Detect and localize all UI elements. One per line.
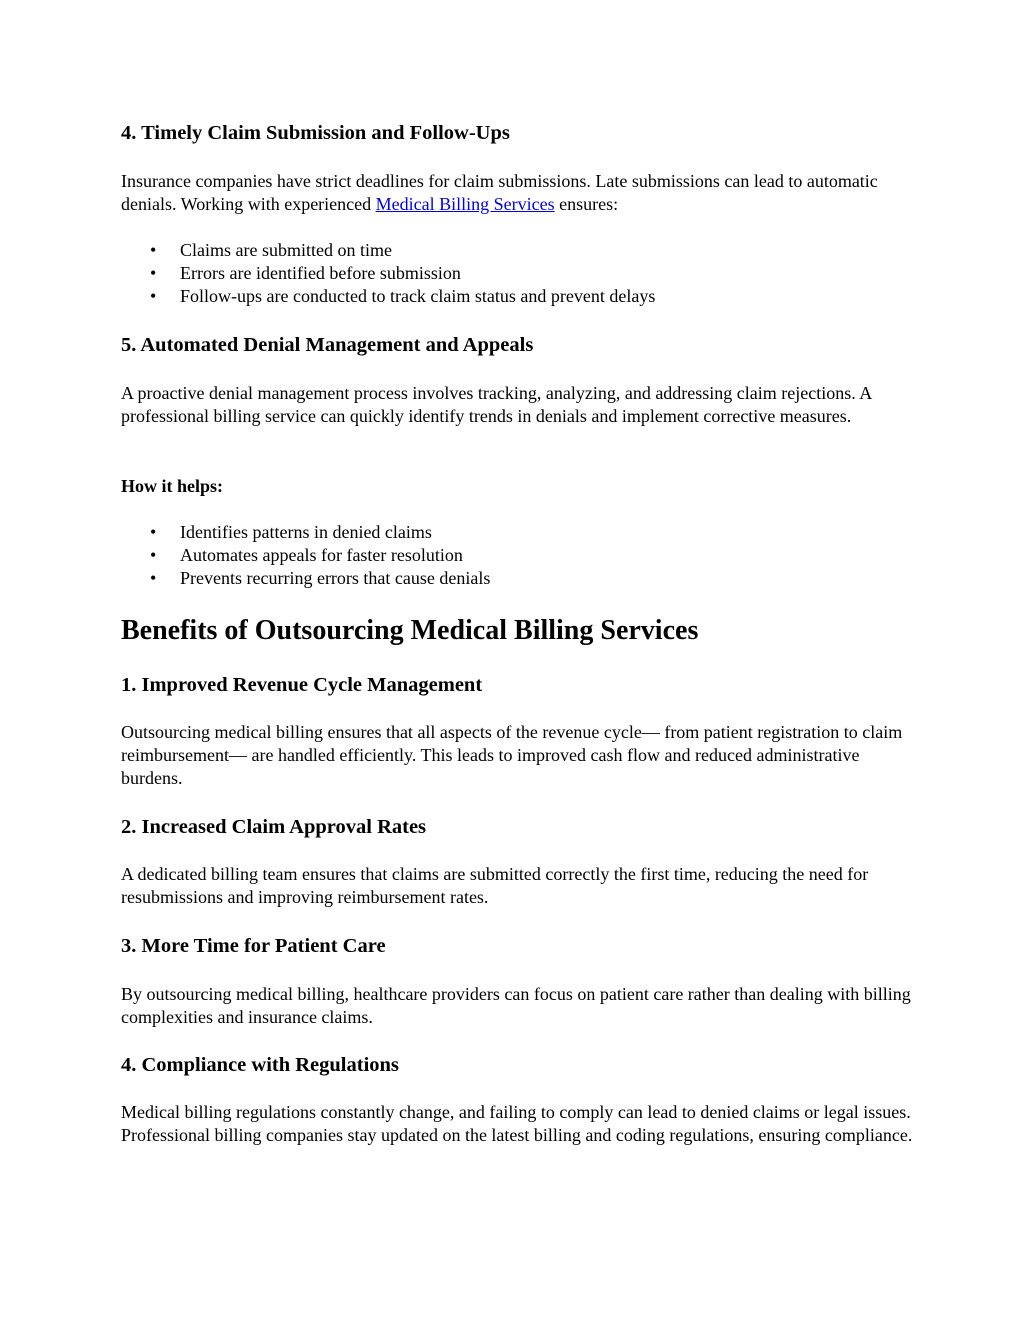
main-heading-benefits: Benefits of Outsourcing Medical Billing Services: [121, 615, 699, 646]
list-item: • Identifies patterns in denied claims: [121, 521, 921, 544]
list-item: • Automates appeals for faster resolution: [121, 544, 921, 567]
section-heading-timely-claim-submission: 4. Timely Claim Submission and Follow-Ups: [121, 122, 510, 144]
list-item: • Errors are identified before submission: [121, 262, 921, 285]
how-it-helps-label: How it helps:: [121, 476, 224, 496]
paragraph-text-after-link: ensures:: [554, 194, 619, 214]
benefit-paragraph-revenue-cycle: Outsourcing medical billing ensures that all aspects of the revenue cycle— from patient registration to claim reimbursement— are handled efficiently. This leads to improved cash flow and reduced administrative burdens.: [121, 722, 903, 788]
denial-management-list: [121, 521, 921, 590]
benefit-heading-patient-care: 3. More Time for Patient Care: [121, 935, 386, 957]
benefit-heading-compliance: 4. Compliance with Regulations: [121, 1054, 399, 1076]
benefit-paragraph-patient-care: By outsourcing medical billing, healthcare providers can focus on patient care rather than dealing with billing complexities and insurance claims.: [121, 984, 911, 1027]
denial-management-paragraph: A proactive denial management process involves tracking, analyzing, and addressing claim rejections. A professional billing service can quickly identify trends in denials and implement corrective measures.: [121, 383, 872, 426]
list-item: • Follow-ups are conducted to track claim status and prevent delays: [121, 285, 921, 308]
paragraph-text-before-link: Insurance companies have strict deadlines for claim submissions. Late submissions can lead to automatic denials. Working with experienced: [121, 171, 878, 214]
benefit-paragraph-compliance: Medical billing regulations constantly change, and failing to comply can lead to denied claims or legal issues. Professional billing companies stay updated on the latest billing and coding regulations, ensuring compliance.: [121, 1102, 913, 1145]
benefit-paragraph-claim-approval: A dedicated billing team ensures that claims are submitted correctly the first time, reducing the need for resubmissions and improving reimbursement rates.: [121, 864, 869, 907]
benefit-heading-revenue-cycle: 1. Improved Revenue Cycle Management: [121, 674, 483, 696]
list-item: • Prevents recurring errors that cause denials: [121, 567, 921, 590]
timely-claim-paragraph: [121, 170, 921, 216]
benefit-heading-claim-approval: 2. Increased Claim Approval Rates: [121, 816, 427, 838]
timely-claim-list: [121, 239, 921, 308]
section-heading-denial-management: 5. Automated Denial Management and Appeals: [121, 334, 534, 356]
medical-billing-services-link[interactable]: Medical Billing Services: [375, 194, 555, 214]
list-item: • Claims are submitted on time: [121, 239, 921, 262]
